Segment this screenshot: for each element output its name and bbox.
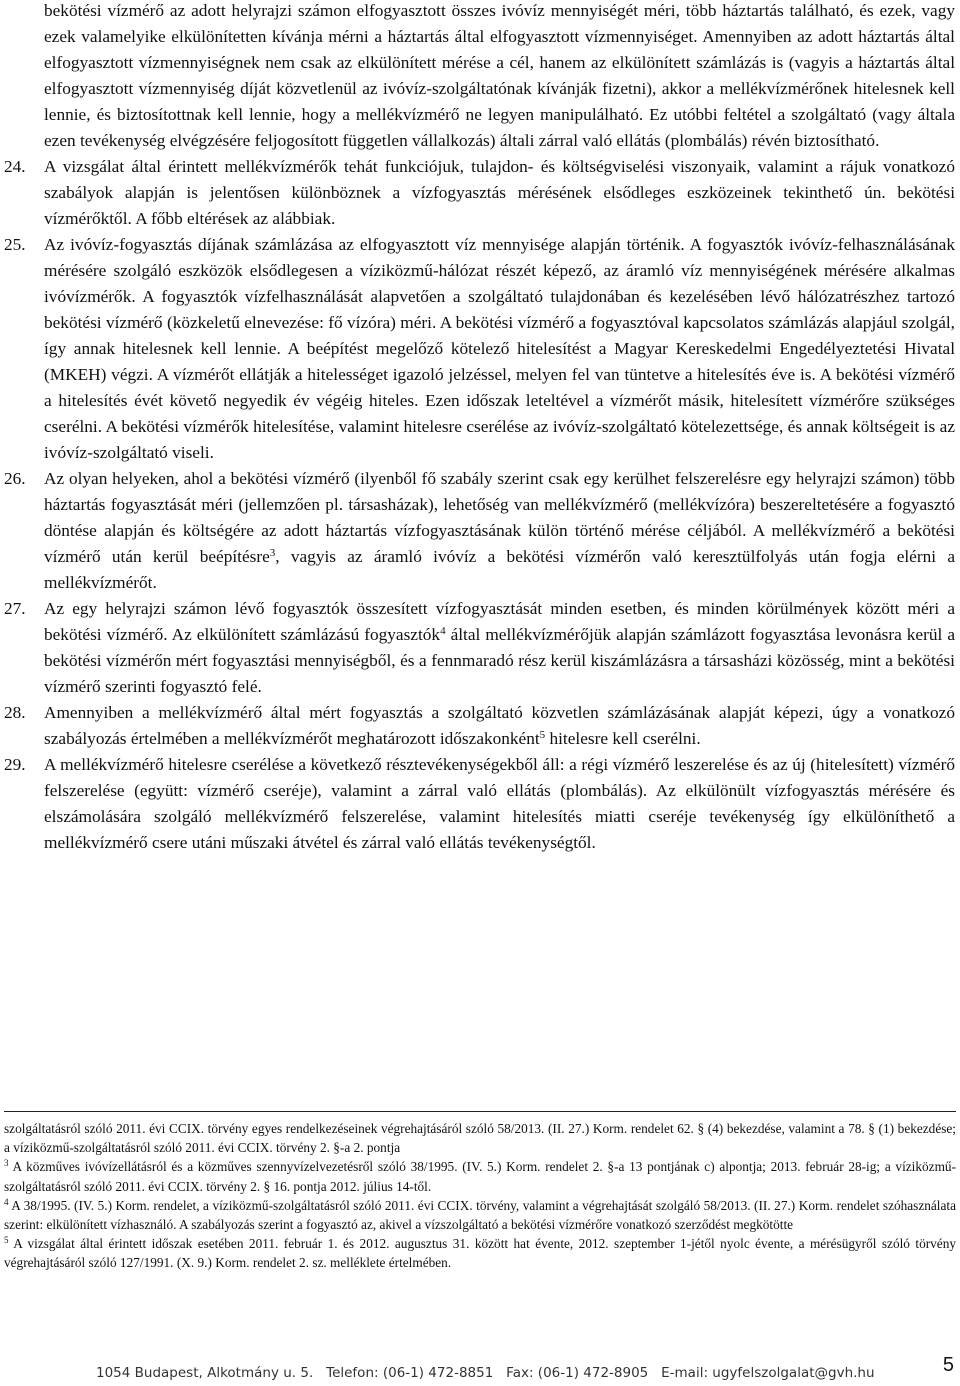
footer-contact: 1054 Budapest, Alkotmány u. 5. Telefon: (06-1) 472-8851 Fax: (06-1) 472-8905 E-mail: ugyfelszolgalat@gvh.hu (96, 1365, 875, 1381)
footnote-text: szolgáltatásról szóló 2011. évi CCIX. törvény egyes rendelkezéseinek végrehajtásáról szóló 58/2013. (II. 27.) Korm. rendelet 62. § (4) bekezdése, valamint a 78. § (1) bekezdése; a víziközmű-szolgáltatásról szóló 2011. évi CCIX. törvény 2. §-a 2. pontja (4, 1121, 956, 1156)
footnote-number: 3 (4, 1158, 9, 1169)
paragraph-text: A mellékvízmérő hitelesre cserélése a következő résztevékenységekből áll: a régi vízmérő leszerelése és az új (hitelesített) vízmérő felszerelése (együtt: vízmérő cseréje), valamint a zárral való ellátás (plombálás). Az elkülönült vízfogyasztás mérésére és elszámolására szolgáló mellékvízmérő felszerelése, valamint hitelesítés miatti cseréje tevékenység így elkülöníthető a mellékvízmérő csere utáni műszaki átvétel és zárral való ellátás tevékenységtől. (44, 755, 955, 852)
footnote-number: 4 (4, 1196, 9, 1207)
paragraph-text (44, 466, 955, 596)
footnote-ref[interactable]: 4 (440, 625, 446, 637)
paragraph-text-post: , vagyis az áramló ivóvíz a bekötési vízmérőn való keresztülfolyás után fogja elérni a mellékvízmérőt. (44, 547, 955, 592)
paragraph-25 (4, 232, 955, 466)
paragraph-number: 29. (4, 755, 26, 774)
paragraph-26 (4, 466, 955, 596)
paragraph-text-pre: Az olyan helyeken, ahol a bekötési vízmérő (ilyenből fő szabály szerint csak egy kerülhet felszerelésre egy helyrajzi számon) több háztartás fogyasztását méri (jellemzően pl. társasházak), lehetőség van mellékvízmérő (mellékvízóra) beszereltetésére a fogyasztó döntése alapján és költségére az adott háztartás vízfogyasztásának külön történő mérése céljából. A mellékvízmérő a bekötési vízmérő után kerül beépítésre (44, 469, 955, 566)
paragraph-number: 24. (4, 157, 26, 176)
footnote-divider (4, 1111, 956, 1112)
paragraph-24 (4, 154, 955, 232)
lead-paragraph: bekötési vízmérő az adott helyrajzi számon elfogyasztott összes ivóvíz mennyiségét méri, több háztartás található, és ezek, vagy ezek valamelyike elkülönítetten kívánja mérni a háztartás által elfogyasztott vízmennyiséget. Amennyiben az adott háztartás által elfogyasztott vízmennyiségnek nem csak az elkülönített mérése a cél, hanem az elkülönített számlázás is (vagyis a háztartás által elfogyasztott vízmennyiség díját közvetlenül az ivóvíz-szolgáltatónak kívánják fizetni), akkor a mellékvízmérőnek hitelesnek kell lennie, és biztosítottnak kell lennie, hogy a mellékvízmérő ne legyen manipulálható. Ez utóbbi feltétel a szolgáltató (vagy általa ezen tevékenység elvégzésére feljogosított független vállalkozás) általi zárral való ellátás (plombálás) révén biztosítható. (44, 1, 955, 150)
paragraph-number: 25. (4, 235, 26, 254)
paragraph-28 (4, 700, 955, 752)
footnote-continued (4, 1119, 956, 1157)
paragraph-text (44, 700, 955, 752)
page-number: 5 (942, 1354, 954, 1376)
footnote-text: A közműves ivóvízellátásról és a közműves szennyvízelvezetésről szóló 38/1995. (IV. 5.) Korm. rendelet 2. §-a 13 pontjának c) alpontja; 2013. február 28-ig; a víziközmű-szolgáltatásról szóló 2011. évi CCIX. törvény 2. § 16. pontja 2012. július 14-től. (4, 1159, 956, 1194)
footnote-4 (4, 1196, 956, 1234)
paragraph-number: 26. (4, 469, 26, 488)
paragraph-text: A vizsgálat által érintett mellékvízmérők tehát funkciójuk, tulajdon- és költségviselési viszonyaik, valamint a rájuk vonatkozó szabályok alapján is jelentősen különböznek a vízfogyasztás mérésének elsődleges eszközeinek tekinthető ún. bekötési vízmérőktől. A főbb eltérések az alábbiak. (44, 157, 955, 228)
paragraph-text-post: által mellékvízmérőjük alapján számlázott fogyasztása levonásra kerül a bekötési vízmérőn mért fogyasztási mennyiségből, és a fennmaradó rész kerül kiszámlázásra a társasházi közösség, mint a bekötési vízmérő szerinti fogyasztó felé. (44, 625, 955, 696)
paragraph-text-pre: Amennyiben a mellékvízmérő által mért fogyasztás a szolgáltató közvetlen számlázásának alapját képezi, úgy a vonatkozó szabályozás értelmében a mellékvízmérőt meghatározott időszakonként (44, 703, 955, 748)
paragraph-text-post: hitelesre kell cserélni. (545, 729, 701, 748)
footnote-ref[interactable]: 3 (269, 547, 276, 559)
footnote-number: 5 (4, 1235, 9, 1246)
paragraph-text-pre: Az egy helyrajzi számon lévő fogyasztók összesített vízfogyasztását minden esetben, és minden körülmények között méri a bekötési vízmérő. Az elkülönített számlázású fogyasztók (44, 599, 955, 644)
paragraph-text: Az ivóvíz-fogyasztás díjának számlázása az elfogyasztott víz mennyisége alapján történik. A fogyasztók ivóvíz-felhasználásának mérésére szolgáló eszközök elsődlegesen a víziközmű-hálózat részét képező, az áramló víz mennyiségének mérésére alkalmas ivóvízmérők. A fogyasztók vízfelhasználását alapvetően a szolgáltató tulajdonában és kezelésében lévő hálózatrészhez tartozó bekötési vízmérő (közkeletű elnevezése: fő vízóra) méri. A bekötési vízmérő a fogyasztóval kapcsolatos számlázás alapjául szolgál, így annak hitelesnek kell lennie. A beépítést megelőző kötelező hitelesítést a Magyar Kereskedelmi Engedélyeztetési Hivatal (MKEH) végzi. A vízmérőt ellátják a hitelességet igazoló jelzéssel, melyen fel van tüntetve a hitelesítés éve is. A bekötési vízmérő a hitelesítés évét követő negyedik év végéig hiteles. Ezen időszak leteltével a vízmérőt másik, hitelesített vízmérőre szükséges cserélni. A bekötési vízmérők hitelesítése, valamint hitelesre cserélése az ivóvíz-szolgáltató kötelezettsége, és annak költségeit is az ivóvíz-szolgáltató viseli. (44, 235, 955, 462)
paragraph-text (44, 596, 955, 700)
footnote-text: A 38/1995. (IV. 5.) Korm. rendelet, a víziközmű-szolgáltatásról szóló 2011. évi CCIX. törvény, valamint a végrehajtását szolgáló 58/2013. (II. 27.) Korm. rendelet szóhasználata szerint: elkülönített vízhasználó. A szabályozás szerint a fogyasztó az, akivel a vízszolgáltató a bekötési vízmérőre vonatkozó szerződést megkötötte (4, 1197, 956, 1233)
footnote-text: A vizsgálat által érintett időszak esetében 2011. február 1. és 2012. augusztus 31. között hat évente, 2012. szeptember 1-jétől nyolc évente, a mérésügyről szóló törvény végrehajtásáról szóló 127/1991. (X. 9.) Korm. rendelet 2. sz. melléklete értelmében. (4, 1236, 956, 1271)
body-text (4, 0, 955, 856)
paragraph-29 (4, 752, 955, 856)
footnotes (4, 1119, 956, 1273)
paragraph-27 (4, 596, 955, 700)
paragraph-number: 28. (4, 703, 26, 722)
footnote-3 (4, 1157, 956, 1195)
footnote-ref[interactable]: 5 (539, 729, 546, 741)
paragraph-number: 27. (4, 599, 26, 618)
footnote-5 (4, 1234, 956, 1272)
